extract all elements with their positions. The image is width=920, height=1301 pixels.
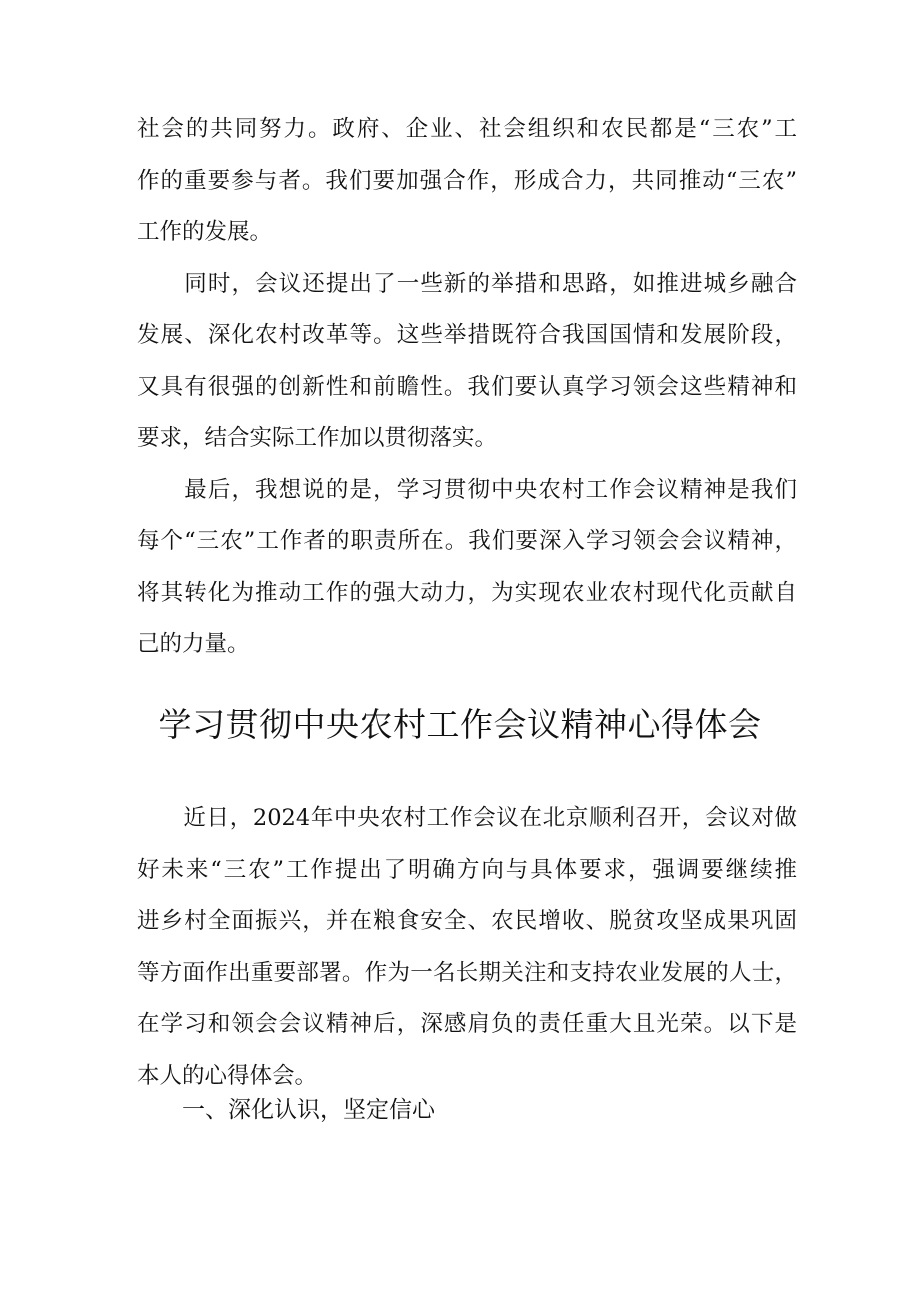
text-line: 等方面作出重要部署。作为一名长期关注和支持农业发展的人士， <box>137 959 797 986</box>
text-line: 同时，会议还提出了一些新的举措和思路，如推进城乡融合 <box>137 270 797 297</box>
text-line: 好未来“三农”工作提出了明确方向与具体要求，强调要继续推 <box>137 856 797 883</box>
text-line: 将其转化为推动工作的强大动力，为实现农业农村现代化贡献自 <box>137 579 797 606</box>
text-line: 工作的发展。 <box>137 219 273 245</box>
text-line: 进乡村全面振兴，并在粮食安全、农民增收、脱贫攻坚成果巩固 <box>137 908 797 934</box>
text-line: 本人的心得体会。 <box>137 1062 318 1089</box>
text-line: 每个“三农”工作者的职责所在。我们要深入学习领会会议精神， <box>137 528 797 554</box>
text-line: 要求，结合实际工作加以贯彻落实。 <box>137 425 498 451</box>
text-line: 社会的共同努力。政府、企业、社会组织和农民都是“三农”工 <box>137 116 797 142</box>
top-paragraphs <box>137 104 797 671</box>
text-line: 作的重要参与者。我们要加强合作，形成合力，共同推动“三农” <box>137 167 797 194</box>
text-line: 己的力量。 <box>137 631 250 657</box>
intro-paragraph <box>137 793 797 1102</box>
section-heading: 一、深化认识，坚定信心 <box>182 1097 435 1123</box>
text-line: 最后，我想说的是，学习贯彻中央农村工作会议精神是我们 <box>137 476 797 503</box>
text-line: 又具有很强的创新性和前瞻性。我们要认真学习领会这些精神和 <box>137 373 797 400</box>
document-title: 学习贯彻中央农村工作会议精神心得体会 <box>158 705 762 744</box>
text-line: 近日，2024年中央农村工作会议在北京顺利召开，会议对做 <box>137 805 797 831</box>
text-line: 在学习和领会会议精神后，深感肩负的责任重大且光荣。以下是 <box>137 1011 797 1037</box>
text-line: 发展、深化农村改革等。这些举措既符合我国国情和发展阶段， <box>137 322 797 348</box>
